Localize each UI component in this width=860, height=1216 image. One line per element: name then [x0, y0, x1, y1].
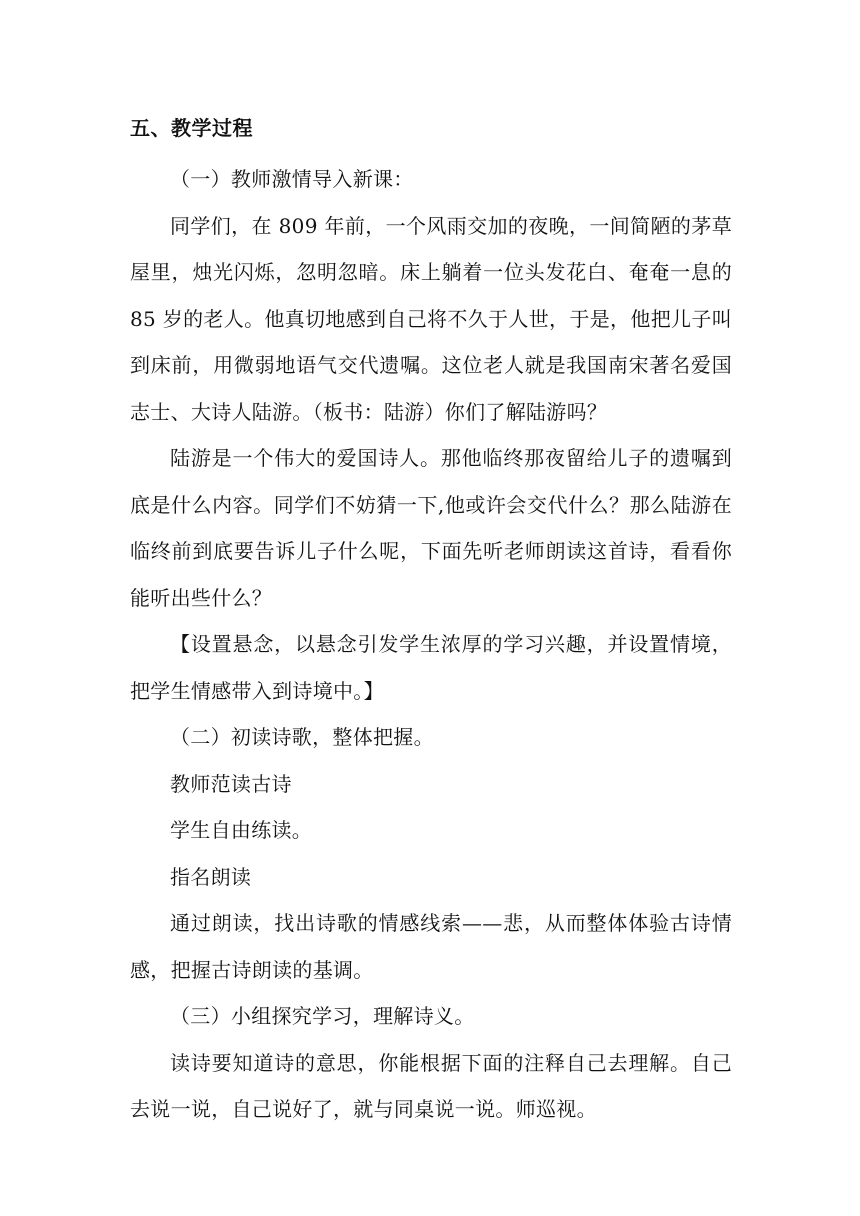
intro-paragraph: 同学们，在 809 年前，一个风雨交加的夜晚，一间简陋的茅草屋里，烛光闪烁，忽明忽暗。床上躺着一位头发花白、奄奄一息的 85 岁的老人。他真切地感到自己将不久于人世，于是，他把儿子叫到床前，用微弱地语气交代遗嘱。这位老人就是我国南宋著名爱国志士、大诗人陆游。（板书：陆游）你们了解陆游吗？ [130, 213, 732, 424]
guess-paragraph: 陆游是一个伟大的爱国诗人。那他临终那夜留给儿子的遗嘱到底是什么内容。同学们不妨猜一下,他或许会交代什么？那么陆游在临终前到底要告诉儿子什么呢，下面先听老师朗读这首诗，看看你能听出些什么？ [130, 446, 732, 610]
step-student-practice: 学生自由练读。 [170, 818, 313, 842]
step-teacher-read: 教师范读古诗 [170, 771, 292, 796]
section-heading: 五、教学过程 [130, 116, 253, 140]
group-study-paragraph: 读诗要知道诗的意思，你能根据下面的注释自己去理解。自己去说一说，自己说好了，就与同桌说一说。师巡视。 [130, 1050, 732, 1121]
subsection-1-title: （一）教师激情导入新课： [170, 167, 414, 191]
emotion-clue-paragraph: 通过朗读，找出诗歌的情感线索——悲，从而整体体验古诗情感，把握古诗朗读的基调。 [130, 911, 732, 982]
subsection-2-title: （二）初读诗歌，整体把握。 [170, 725, 434, 749]
design-note: 【设置悬念，以悬念引发学生浓厚的学习兴趣，并设置情境，把学生情感带入到诗境中。】 [130, 632, 732, 703]
document-body [130, 110, 732, 1133]
step-named-read: 指名朗读 [170, 864, 252, 889]
subsection-3-title: （三）小组探究学习，理解诗义。 [170, 1004, 475, 1028]
